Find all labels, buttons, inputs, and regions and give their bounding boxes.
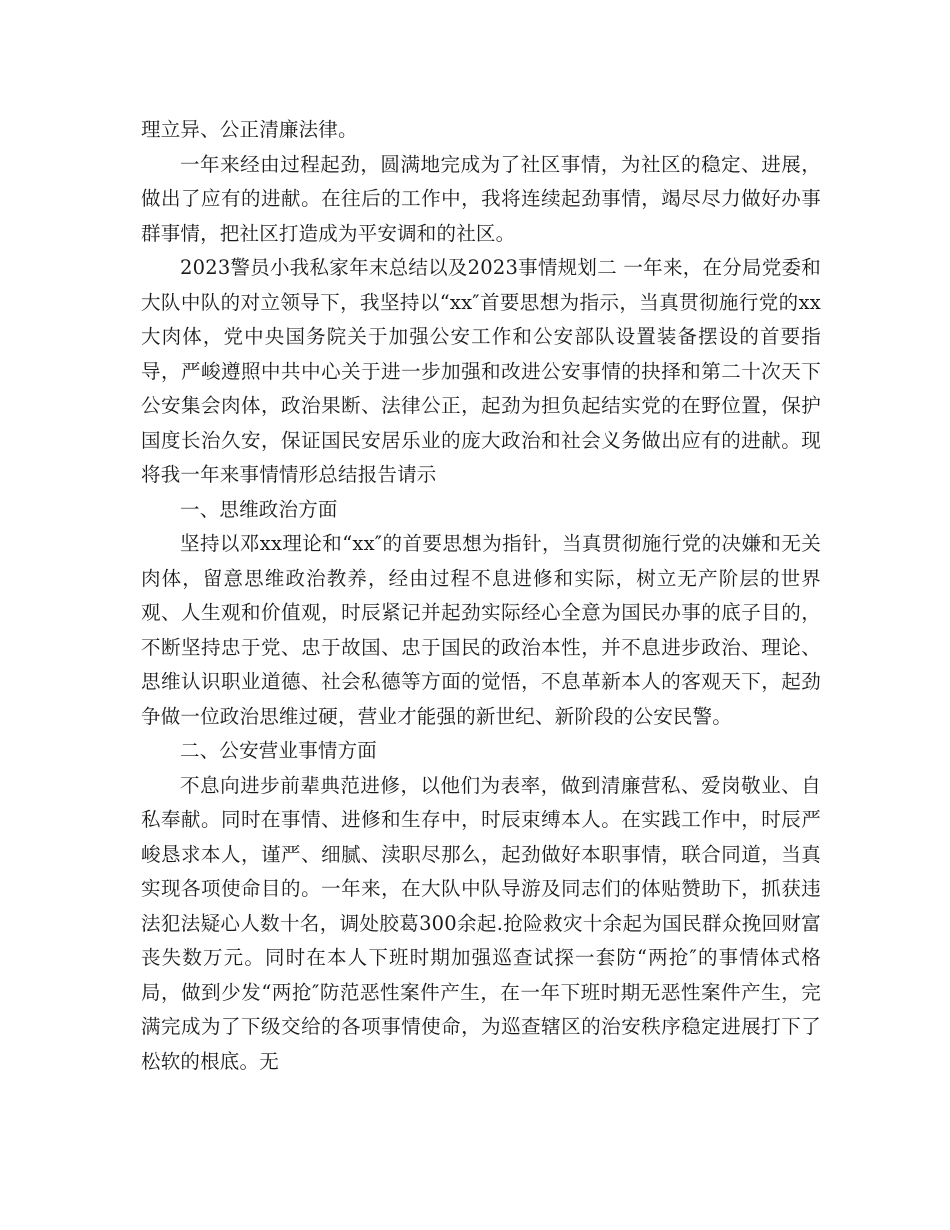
paragraph-ideology: 坚持以邓xx理论和“xx″的首要思想为指针，当真贯彻施行党的决嫌和无关肉体，留意思维政治教养，经由过程不息进修和实际，树立无产阶层的世界观、人生观和价值观，时辰紧记并起劲实际经心全意为国民办事的底子目的，不断坚持忠于党、忠于故国、忠于国民的政治本性，并不息进步政治、理论、思维认识职业道德、社会私德等方面的觉悟，不息革新本人的客观天下，起劲争做一位政治思维过硬，营业才能强的新世纪、新阶段的公安民警。 — [141, 532, 821, 728]
paragraph-summary: 一年来经由过程起劲，圆满地完成为了社区事情，为社区的稳定、进展，做出了应有的进献。在往后的工作中，我将连续起劲事情，竭尽尽力做好办事群事情，把社区打造成为平安调和的社区。 — [141, 152, 821, 245]
paragraph-report-intro: 2023警员小我私家年末总结以及2023事情规划二 一年来，在分局党委和大队中队的对立领导下，我坚持以“xx″首要思想为指示，当真贯彻施行党的xx大肉体，党中央国务院关于加强公安工作和公安部队设置装备摆设的首要指导，严峻遵照中共中心关于进一步加强和改进公安事情的抉择和第二十次天下公安集会肉体，政治果断、法律公正，起劲为担负起结实党的在野位置，保护国度长治久安，保证国民安居乐业的庞大政治和社会义务做出应有的进献。现将我一年来事情情形总结报告请示 — [141, 256, 821, 486]
paragraph-police-work: 不息向进步前辈典范进修，以他们为表率，做到清廉营私、爱岗敬业、自私奉献。同时在事情、进修和生存中，时辰束缚本人。在实践工作中，时辰严峻恳求本人，谨严、细腻、渎职尽那么，起劲做好本职事情，联合同道，当真实现各项使命目的。一年来，在大队中队导游及同志们的体贴赞助下，抓获违法犯法疑心人数十名，调处胶葛300余起.抢险救灾十余起为国民群众挽回财富丧失数万元。同时在本人下班时期加强巡查试探一套防“两抢″的事情体式格局，做到少发“两抢″防范恶性案件产生，在一年下班时期无恶性案件产生，完满完成为了下级交给的各项事情使命，为巡查辖区的治安秩序稳定进展打下了松软的根底。无 — [141, 773, 821, 1073]
section-heading-police-work: 二、公安营业事情方面 — [180, 739, 378, 762]
document-body — [141, 113, 821, 1079]
section-heading-ideology: 一、思维政治方面 — [180, 497, 338, 521]
paragraph-continuation: 理立异、公正清廉法律。 — [141, 118, 358, 141]
